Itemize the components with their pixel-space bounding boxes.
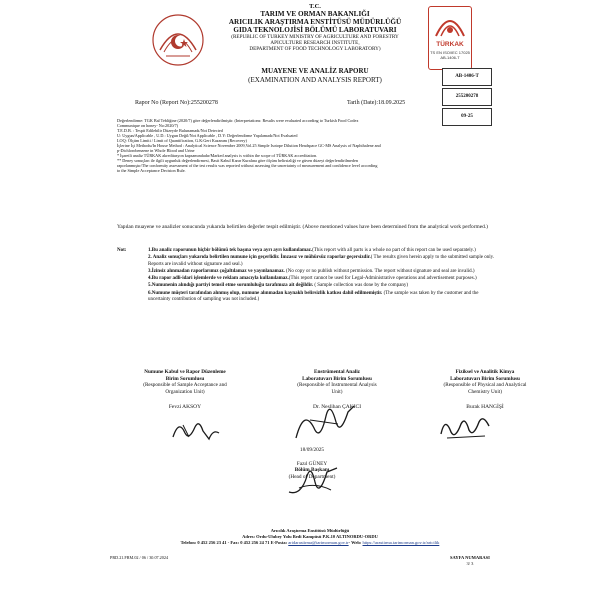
signature-block-physical-chemistry: Fiziksel ve Analitik Kimya Laboratuvarı Birim Sorumlusu (Responsible of Physical and Analytical Chemistry Unit) Burak HANGİŞİ bbox=[410, 369, 560, 411]
handwritten-signature-icon bbox=[165, 415, 225, 445]
header-en-1: (REPUBLIC OF TURKEY MINISTRY OF AGRICULTURE AND FORESTRY bbox=[231, 34, 399, 40]
approval-block bbox=[252, 447, 372, 480]
footer-email-link[interactable]: aridarastirma@tarimorman.gov.tr bbox=[288, 540, 349, 545]
turkak-logo-icon bbox=[432, 10, 468, 40]
turkak-accreditation-badge bbox=[428, 6, 472, 70]
header-en-3: DEPARTMENT OF FOOD TECHNOLOGY LABORATORY) bbox=[249, 46, 381, 52]
notes-label: Not: bbox=[117, 248, 127, 253]
notes-list bbox=[148, 248, 498, 304]
note-item: 1.Bu analiz raporunun hiçbir bölümü tek başına veya ayrı ayrı kullanılamaz.(This report with all parts is a whole no part of this report can be used separately.) bbox=[148, 248, 476, 253]
legend-line: U: Uygun/Applicable , U.D.: Uygun Değil/Not Applicable , D.Y: Değerlendirme Yapılamadı/Not Evaluated bbox=[117, 133, 298, 138]
legend-line: Değerlendirme: TGK Bal Tebliğine (2020/7) göre değerlendirilmiştir. (Interpretations: Results were evaluated according to Turkish Food Codex bbox=[117, 118, 359, 123]
legend-line: p-Dichlorobenzene in Whole Blood and Urine bbox=[117, 148, 195, 153]
header-ministry: TARIM VE ORMAN BAKANLIĞI bbox=[260, 10, 370, 18]
code-box: 255200278 bbox=[442, 88, 492, 106]
report-title-tr: MUAYENE VE ANALİZ RAPORU bbox=[261, 67, 369, 75]
institution-header bbox=[200, 3, 430, 52]
turkak-standard: TS EN ISO/IEC 17025 AB-1406-T bbox=[430, 50, 470, 60]
legend-line: Communique on honey- No:2020/7) bbox=[117, 123, 179, 128]
report-title bbox=[180, 67, 450, 85]
report-page: T.C. TARIM VE ORMAN BAKANLIĞI ARICILIK ARAŞTIRMA ENSTİTÜSÜ MÜDÜRLÜĞÜ GIDA TEKNOLOJİSİ BÖLÜMÜ LABORATUVARI (REPUBLIC OF TURKEY MINISTRY OF AGRICULTURE AND FORESTRY APICULTURE RESEARCH INSTITUTE, DEPARTMENT OF FOOD TECHNOLOGY LABORATORY) TÜRKAK TS EN ISO/IEC 17025 AB-1406-T MUAYENE VE ANALİZ RAPORU (EXAMINATION AND ANALYSIS REPORT) AB-1406-T 255200278 09-25 Rapor No (Report No):255200278 Tarih (Date):18.09.2025 Değerlendirme: TGK Bal Tebliğine (2020/7) göre değerlendirilmiştir. (Interpretations: Results were evaluated according to Turkish Food Codex Communique on honey- No:2020/7) T.E.D.B. : Tespit Edilebilir Düzeyde Bulunamadı/Not Detected U: Uygun/Applicable , U.D.: Uygun Değil/Not Applicable , D.Y: Değerlendirme Yapılamadı/Not Evaluated LOQ: Ölçüm Limiti / Limit of Quantification, G.K:Geri Kazanım (Recovery) İçlerine İçi Methodu/In House Method : Analytical Science November 2009,Vol.25 Simple Isotope Dilution Headspace GC-MS Analysis of Naphthalene and p-Dichlorobenzene in Whole Blood and Urine * İşaretli analiz TÜRKAK akreditasyon kapsamındadır/Marked analysis is within the scope of TÜRKAK accreditation. ** Deney sonuçları ile ilgili uygunluk değerlendirmesi, Basit Kabul Karar Kuralına göre ölçüm belirsizliği ve güven düzeyi değerlendirilmeden raporlanmıştır/The conformity assessment of the test results was reported without assessing the uncertainty of measurement and confidence level according to the Simple Acceptance Decision Rule. Yapılan muayene ve analizler sonucunda yukarıda belirtilen değerler tespit edilmiştir. (Above mentioned values have been determined from the analytical work performed.) Not: 1.Bu analiz raporunun hiçbir bölümü tek başına veya ayrı ayrı kullanılamaz.(This report with all parts is a whole no part of this report can be used separately.) 2. Analiz sonuçları yukarıda belirtilen numune için geçerlidir. İmzasız ve mühürsüz raporlar geçersizdir.( The results given herein apply to the submitted sample only. Reports are invalid without signature and seal.) 3.İzinsiz alınmadan raporlarımız çoğaltılamaz ve yayınlanamaz. (No copy or no publish without permission. The report without signature and seal are invalid.) 4.Bu rapor adli-idari işlemlerde ve reklam amacıyla kullanılamaz.(This report cannot be used for Legal-Administrative operations and advertisement purposes.) 5.Numunenin alındığı partiyi temsil etme sorumluluğu tarafımıza ait değildir. ( Sample collection was done by the company) 6.Numune müşteri tarafından alınmış olup, numune alınmadan kaynaklı belirsizlik katkısı dahil edilmemiştir. (The sample was taken by the customer and the uncertainty contribution of sampling was not included.) Numune Kabul ve Rapor Düzenleme Birim Sorumlusu (Responsible of Sample Acceptance and Organization Unit) Fevzi AKSOY Enstrümental Analiz Laboratuvarı Birim Sorumlusu (Responsible of Instrumental Analysis Unit) Dr. Neslihan ÇAKICI Fiziksel ve Analitik Kimya Laboratuvarı Birim Sorumlusu (Responsible of Physical and Analytical Chemistry Unit) Burak HANGİŞİ 18/09/2025 Fazıl GÜNEY Bölüm Başkanı (Head of Department) Arıcılık Araştırma Enstitüsü Müdürlüğü Adres: Ordu-Ulubey Yolu Bedi Kampüsü P.K.10 ALTINORDU-ORDU Telefon: 0 452 256 23 41 - Fax: 0 452 256 24 71 E-Posta: aridarastirma@tarimorman.gov.tr- Web: https://arastirma.tarimorman.gov.tr/aricilik PRD.21.FRM.02 / 06 / 30.07.2024 SAYFA NUMARASI 3/ 3 bbox=[0, 0, 600, 600]
report-date: Tarih (Date):18.09.2025 bbox=[347, 100, 406, 106]
ministry-emblem-icon bbox=[150, 12, 206, 68]
code-box: AB-1406-T bbox=[442, 68, 492, 86]
note-item: 6.Numune müşteri tarafından alınmış olup, numune alınmadan kaynaklı belirsizlik katkısı dahil edilmemiştir. (The sample was taken by the customer and the uncertainty contribution of sampling was not included.) bbox=[148, 290, 479, 303]
turkak-name: TÜRKAK bbox=[436, 41, 464, 48]
approval-name: Fazıl GÜNEY bbox=[296, 460, 328, 467]
signatory-name: Burak HANGİŞİ bbox=[466, 404, 504, 410]
footer-contact: Telefon: 0 452 256 23 41 - Fax: 0 452 256 24 71 E-Posta: aridarastirma@tarimorman.gov.tr- Web: https://arastirma.tarimorman.gov.tr/aricilik bbox=[180, 540, 440, 545]
note-item: 4.Bu rapor adli-idari işlemlerde ve reklam amacıyla kullanılamaz.(This report cannot be used for Legal-Administrative operations and advertisement purposes.) bbox=[148, 276, 477, 282]
approval-date: 18/09/2025 bbox=[299, 447, 325, 453]
footer-address: Adres: Ordu-Ulubey Yolu Bedi Kampüsü P.K.10 ALTINORDU-ORDU bbox=[242, 534, 378, 539]
code-box: 09-25 bbox=[442, 108, 492, 126]
footer-org: Arıcılık Araştırma Enstitüsü Müdürlüğü bbox=[270, 528, 350, 533]
approval-role: Bölüm Başkanı bbox=[294, 467, 330, 473]
signatory-name: Fevzi AKSOY bbox=[168, 404, 202, 410]
header-lab: GIDA TEKNOLOJİSİ BÖLÜMÜ LABORATUVARI bbox=[233, 26, 397, 34]
legend-line: LOQ: Ölçüm Limiti / Limit of Quantification, G.K:Geri Kazanım (Recovery) bbox=[117, 138, 247, 143]
note-item: 3.İzinsiz alınmadan raporlarımız çoğaltılamaz ve yayınlanamaz. (No copy or no publish without permission. The report without signature and seal are invalid.) bbox=[148, 268, 475, 274]
signature-block-instrumental-analysis: Enstrümental Analiz Laboratuvarı Birim Sorumlusu (Responsible of Instrumental Analysis Unit) Dr. Neslihan ÇAKICI bbox=[262, 369, 412, 411]
header-en-2: APICULTURE RESEARCH INSTITUTE, bbox=[270, 40, 360, 46]
signatory-name: Dr. Neslihan ÇAKICI bbox=[312, 404, 362, 410]
report-footer bbox=[130, 528, 490, 546]
report-title-en: (EXAMINATION AND ANALYSIS REPORT) bbox=[248, 76, 382, 84]
legend-line: raporlanmıştır/The conformity assessment of the test results was reported without assessing the uncertainty of measurement and confidence level according bbox=[117, 163, 378, 168]
header-institute: ARICILIK ARAŞTIRMA ENSTİTÜSÜ MÜDÜRLÜĞÜ bbox=[228, 18, 402, 26]
legend-line: ** Deney sonuçları ile ilgili uygunluk değerlendirmesi, Basit Kabul Karar Kuralına göre ölçüm belirsizliği ve güven düzeyi değerlendirilmeden bbox=[117, 158, 358, 163]
signature-block-sample-acceptance: Numune Kabul ve Rapor Düzenleme Birim Sorumlusu (Responsible of Sample Acceptance and Organization Unit) Fevzi AKSOY bbox=[110, 369, 260, 411]
handwritten-signature-icon bbox=[435, 410, 495, 444]
note-item: 2. Analiz sonuçları yukarıda belirtilen numune için geçerlidir. İmzasız ve mühürsüz raporlar geçersizdir.( The results given herein apply to the submitted sample only. Reports are invalid without signature and seal.) bbox=[148, 255, 495, 267]
footer-web-link[interactable]: https://arastirma.tarimorman.gov.tr/aricilik bbox=[362, 540, 440, 545]
legend-line: * İşaretli analiz TÜRKAK akreditasyon kapsamındadır/Marked analysis is within the scope of TÜRKAK accreditation. bbox=[117, 153, 318, 158]
result-statement: Yapılan muayene ve analizler sonucunda yukarıda belirtilen değerler tespit edilmiştir. (Above mentioned values have been determined from the analytical work performed.) bbox=[117, 224, 488, 230]
note-item: 5.Numunenin alındığı partiyi temsil etme sorumluluğu tarafımıza ait değildir. ( Sample collection was done by the company) bbox=[148, 283, 409, 289]
header-tc: T.C. bbox=[309, 3, 321, 10]
evaluation-legend bbox=[117, 118, 497, 173]
legend-line: T.E.D.B. : Tespit Edilebilir Düzeyde Bulunamadı/Not Detected bbox=[117, 128, 223, 133]
form-code: PRD.21.FRM.02 / 06 / 30.07.2024 bbox=[110, 555, 169, 560]
legend-line: to the Simple Acceptance Decision Rule. bbox=[117, 168, 186, 173]
legend-line: İçlerine İçi Methodu/In House Method : Analytical Science November 2009,Vol.25 Simple Isotope Dilution Headspace GC-MS Analysis of Naphthalene and bbox=[117, 143, 381, 148]
handwritten-signature-icon bbox=[290, 398, 360, 448]
page-number: SAYFA NUMARASI 3/ 3 bbox=[450, 555, 490, 566]
approval-role-en: (Head of Department) bbox=[288, 473, 336, 480]
